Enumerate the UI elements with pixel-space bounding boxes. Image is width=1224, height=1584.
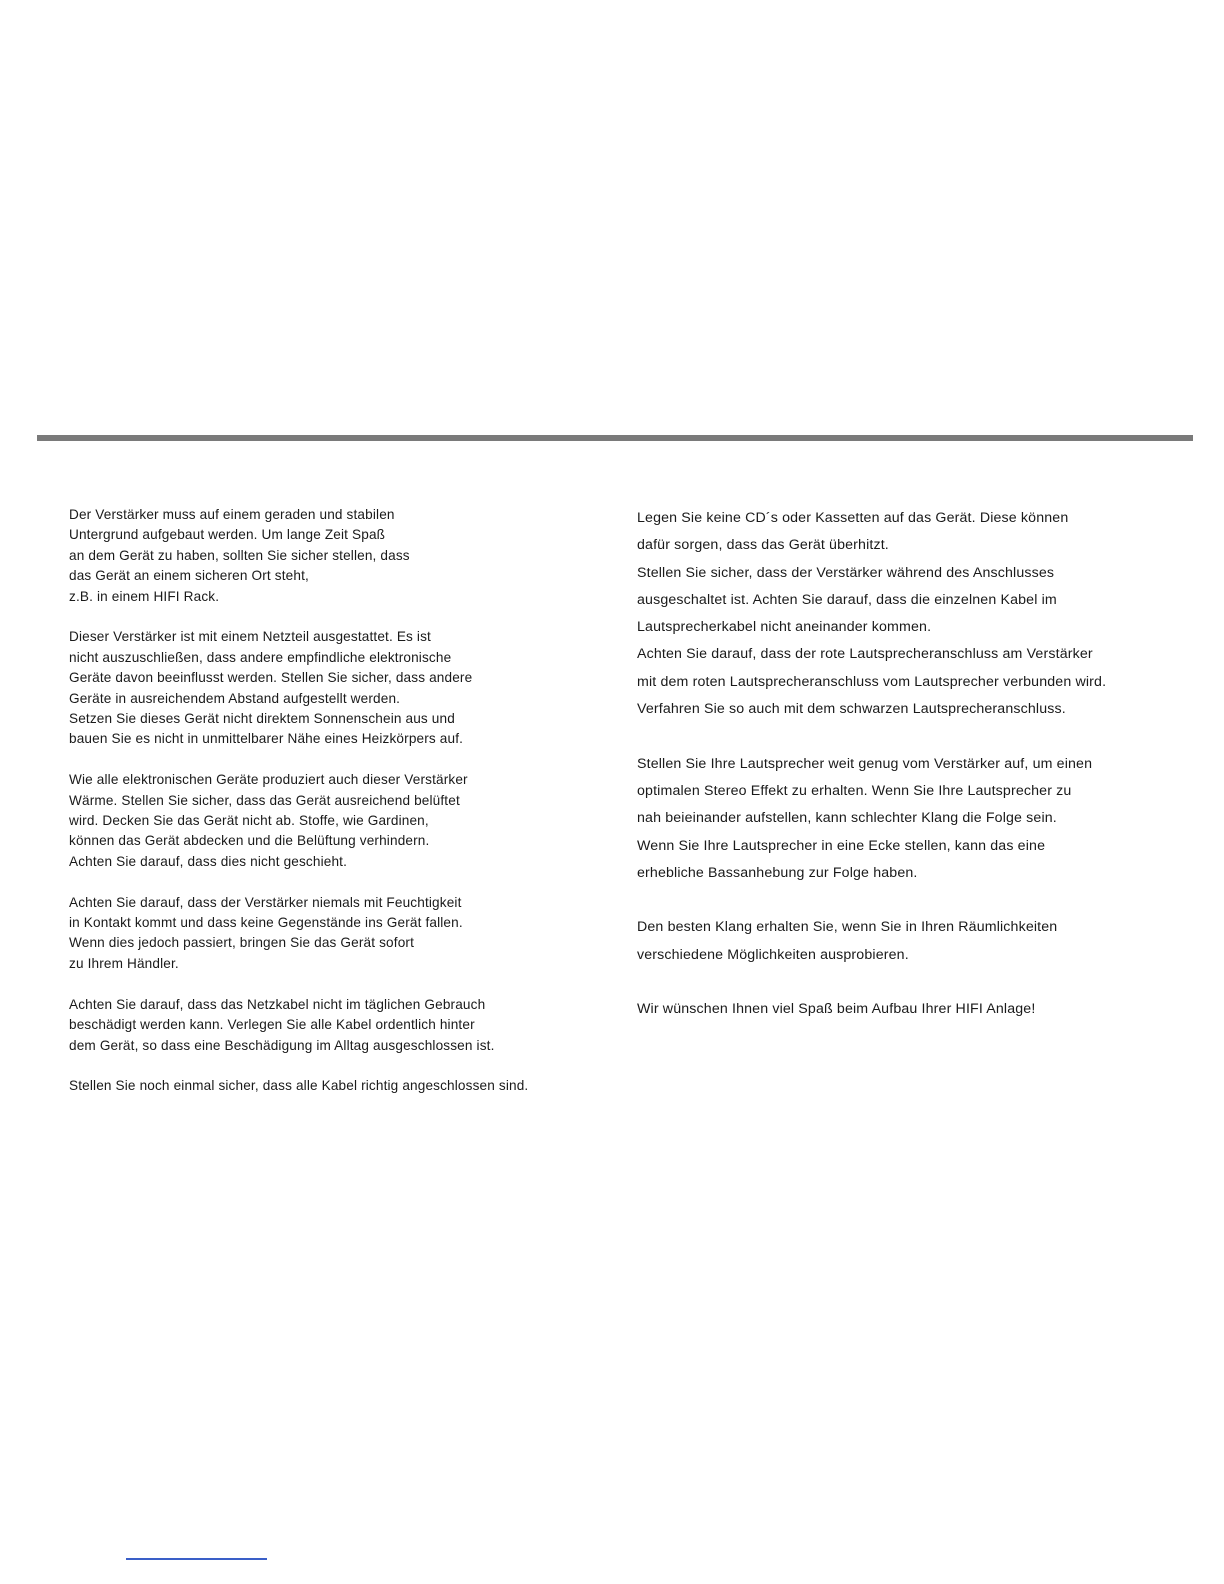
text-line: Legen Sie keine CD´s oder Kassetten auf das Gerät. Diese können: [637, 510, 1069, 526]
text-line: können das Gerät abdecken und die Belüftung verhindern.: [69, 833, 430, 849]
text-line: verschiedene Möglichkeiten ausprobieren.: [637, 946, 909, 963]
text-line: Wir wünschen Ihnen viel Spaß beim Aufbau Ihrer HIFI Anlage!: [637, 1001, 1036, 1018]
text-line: Geräte in ausreichendem Abstand aufgestellt werden.: [69, 690, 401, 706]
right-column: [637, 505, 1197, 1024]
text-line: nah beieinander aufstellen, kann schlechter Klang die Folge sein.: [637, 810, 1057, 827]
text-line: Untergrund aufgebaut werden. Um lange Zeit Spaß: [69, 527, 386, 543]
paragraph-setup: [69, 505, 589, 607]
text-line: dafür sorgen, dass das Gerät überhitzt.: [637, 537, 889, 554]
text-line: Wenn dies jedoch passiert, bringen Sie das Gerät sofort: [69, 935, 415, 951]
text-line: Wärme. Stellen Sie sicher, dass das Gerät ausreichend belüftet: [69, 792, 460, 808]
text-line: ausgeschaltet ist. Achten Sie darauf, dass die einzelnen Kabel im: [637, 591, 1057, 608]
paragraph-connection: [637, 505, 1197, 723]
text-line: Geräte davon beeinflusst werden. Stellen Sie sicher, dass andere: [69, 670, 473, 686]
text-line: Der Verstärker muss auf einem geraden und stabilen: [69, 507, 395, 522]
text-line: in Kontakt kommt und dass keine Gegenstände ins Gerät fallen.: [69, 915, 463, 931]
text-line: zu Ihrem Händler.: [69, 955, 179, 971]
text-line: dem Gerät, so dass eine Beschädigung im Alltag ausgeschlossen ist.: [69, 1037, 495, 1053]
header-rule: [37, 435, 1193, 441]
text-line: Stellen Sie Ihre Lautsprecher weit genug vom Verstärker auf, um einen: [637, 755, 1093, 772]
text-line: wird. Decken Sie das Gerät nicht ab. Stoffe, wie Gardinen,: [69, 813, 429, 829]
text-line: Achten Sie darauf, dass das Netzkabel nicht im täglichen Gebrauch: [69, 996, 486, 1012]
paragraph-closing: [637, 996, 1197, 1023]
text-line: Achten Sie darauf, dass der rote Lautsprecheranschluss am Verstärker: [637, 646, 1093, 663]
text-line: optimalen Stereo Effekt zu erhalten. Wenn Sie Ihre Lautsprecher zu: [637, 782, 1072, 799]
text-line: beschädigt werden kann. Verlegen Sie alle Kabel ordentlich hinter: [69, 1017, 475, 1033]
paragraph-power-cable: [69, 995, 589, 1056]
text-line: Stellen Sie sicher, dass der Verstärker während des Anschlusses: [637, 564, 1055, 581]
paragraph-power-supply: [69, 627, 589, 749]
text-line: nicht auszuschließen, dass andere empfindliche elektronische: [69, 649, 452, 665]
paragraph-cable-check: [69, 1076, 589, 1096]
text-line: Setzen Sie dieses Gerät nicht direktem Sonnenschein aus und: [69, 711, 455, 727]
footer-link-underline[interactable]: [126, 1558, 267, 1560]
text-line: Dieser Verstärker ist mit einem Netzteil ausgestattet. Es ist: [69, 629, 431, 645]
paragraph-speaker-placement: [637, 751, 1197, 887]
text-line: Achten Sie darauf, dass der Verstärker niemals mit Feuchtigkeit: [69, 894, 462, 910]
text-line: bauen Sie es nicht in unmittelbarer Nähe eines Heizkörpers auf.: [69, 731, 464, 747]
left-column: [69, 505, 589, 1117]
text-line: das Gerät an einem sicheren Ort steht,: [69, 568, 309, 584]
paragraph-best-sound: [637, 914, 1197, 969]
text-line: Verfahren Sie so auch mit dem schwarzen Lautsprecheranschluss.: [637, 701, 1066, 718]
text-line: Lautsprecherkabel nicht aneinander kommen.: [637, 619, 932, 636]
text-line: Wenn Sie Ihre Lautsprecher in eine Ecke stellen, kann das eine: [637, 837, 1046, 854]
text-line: Stellen Sie noch einmal sicher, dass alle Kabel richtig angeschlossen sind.: [69, 1078, 529, 1094]
text-line: an dem Gerät zu haben, sollten Sie sicher stellen, dass: [69, 547, 410, 563]
paragraph-ventilation: [69, 770, 589, 872]
text-line: Wie alle elektronischen Geräte produziert auch dieser Verstärker: [69, 772, 468, 788]
text-line: mit dem roten Lautsprecheranschluss vom Lautsprecher verbunden wird.: [637, 673, 1107, 690]
paragraph-moisture: [69, 893, 589, 975]
text-line: erhebliche Bassanhebung zur Folge haben.: [637, 864, 918, 881]
text-line: Den besten Klang erhalten Sie, wenn Sie in Ihren Räumlichkeiten: [637, 919, 1058, 936]
text-line: z.B. in einem HIFI Rack.: [69, 588, 220, 604]
text-line: Achten Sie darauf, dass dies nicht geschieht.: [69, 853, 348, 869]
